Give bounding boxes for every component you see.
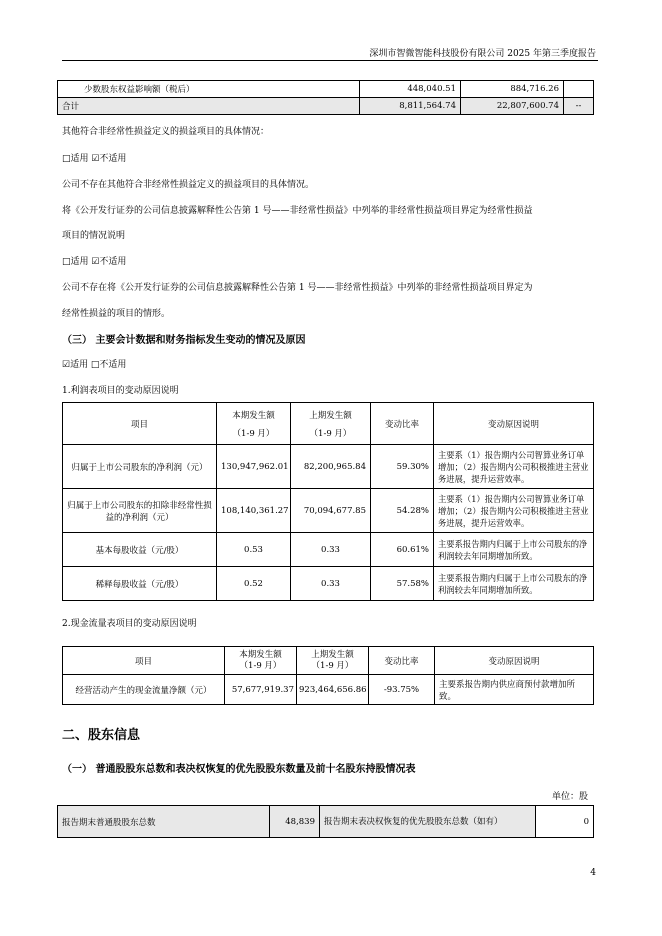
row-value: 884,716.26 [461, 81, 564, 98]
table-row [58, 98, 594, 115]
subsection-title: 1.利润表项目的变动原因说明 [62, 386, 179, 396]
paragraph: 其他符合非经常性损益定义的损益项目的具体情况： [62, 127, 270, 137]
row-value: 8,811,564.74 [360, 98, 461, 115]
table-row [63, 445, 594, 489]
row-current: 0.53 [217, 533, 291, 567]
row-ratio: 60.61% [371, 533, 434, 567]
page-number: 4 [590, 868, 596, 878]
table-row [63, 675, 594, 705]
paragraph: 经常性损益的项目的情形。 [62, 309, 171, 319]
row-label: 少数股东权益影响额（税后） [58, 81, 360, 98]
header-main: 上期发生额 [311, 649, 354, 660]
subsection-title: 2.现金流量表项目的变动原因说明 [62, 619, 197, 629]
paragraph: 项目的情况说明 [62, 231, 126, 241]
row-reason: 主要系（1）报告期内公司智算业务订单增加；（2）报告期内公司积极推进主营业务进展，提升运营效率。 [434, 445, 594, 489]
nonrecurring-table [57, 80, 594, 115]
row-current: 0.52 [217, 567, 291, 601]
col-header-prior [291, 403, 371, 445]
col-header-current [217, 403, 291, 445]
row-value: 22,807,600.74 [461, 98, 564, 115]
row-value: -- [564, 98, 594, 115]
row-prior: 70,094,677.85 [291, 489, 371, 533]
row-value: 448,040.51 [360, 81, 461, 98]
row-ratio: 59.30% [371, 445, 434, 489]
row-current: 130,947,962.01 [217, 445, 291, 489]
col-header-reason: 变动原因说明 [434, 403, 594, 445]
row-reason: 主要系报告期内归属于上市公司股东的净利润较去年同期增加所致。 [434, 567, 594, 601]
col-header-item: 项目 [63, 647, 225, 675]
row-prior: 82,200,965.84 [291, 445, 371, 489]
paragraph: 将《公开发行证券的公司信息披露解释性公告第 1 号——非经常性损益》中列举的非经常性损益项目界定为经常性损益 [62, 206, 533, 216]
col-header-ratio: 变动比率 [369, 647, 435, 675]
row-prior: 0.33 [291, 567, 371, 601]
header-sub: （1-9 月） [309, 428, 352, 439]
col-header-current [225, 647, 297, 675]
table-row [63, 567, 594, 601]
row-ratio: 54.28% [371, 489, 434, 533]
shareholders-table [57, 805, 594, 838]
table-row [58, 806, 594, 838]
section-title: 二、股东信息 [62, 728, 141, 743]
row-item: 经营活动产生的现金流量净额（元） [63, 675, 225, 705]
row-reason: 主要系报告期内供应商预付款增加所致。 [435, 675, 594, 705]
row-item: 稀释每股收益（元/股） [63, 567, 217, 601]
header-sub: （1-9 月） [232, 428, 275, 439]
header-sub: （1-9 月） [239, 660, 282, 671]
row-item: 归属于上市公司股东的净利润（元） [63, 445, 217, 489]
table-header-row [63, 403, 594, 445]
row-value: 48,839 [270, 806, 320, 838]
header-divider [62, 60, 598, 61]
row-ratio: 57.58% [371, 567, 434, 601]
row-label: 合计 [58, 98, 360, 115]
paragraph: 公司不存在将《公开发行证券的公司信息披露解释性公告第 1 号——非经常性损益》中列举的非经常性损益项目界定为 [62, 283, 533, 293]
row-reason: 主要系报告期内归属于上市公司股东的净利润较去年同期增加所致。 [434, 533, 594, 567]
checkbox-line: □适用 ☑不适用 [62, 257, 127, 267]
header-main: 本期发生额 [239, 649, 282, 660]
checkbox-line: □适用 ☑不适用 [62, 154, 127, 164]
subsection-title: （一） 普通股股东总数和表决权恢复的优先股股东数量及前十名股东持股情况表 [62, 764, 416, 775]
col-header-reason: 变动原因说明 [435, 647, 594, 675]
row-value: 0 [536, 806, 594, 838]
row-label: 报告期末普通股股东总数 [58, 806, 270, 838]
table-header-row [63, 647, 594, 675]
row-prior: 923,464,656.86 [297, 675, 369, 705]
page-header: 深圳市智微智能科技股份有限公司 2025 年第三季度报告 [369, 49, 596, 59]
paragraph: 公司不存在其他符合非经常性损益定义的损益项目的具体情况。 [62, 180, 315, 190]
section-title: （三） 主要会计数据和财务指标发生变动的情况及原因 [62, 335, 306, 346]
row-item: 基本每股收益（元/股） [63, 533, 217, 567]
header-main: 上期发生额 [309, 410, 352, 421]
row-item: 归属于上市公司股东的扣除非经常性损益的净利润（元） [63, 489, 217, 533]
row-current: 57,677,919.37 [225, 675, 297, 705]
col-header-prior [297, 647, 369, 675]
row-reason: 主要系（1）报告期内公司智算业务订单增加；（2）报告期内公司积极推进主营业务进展，提升运营效率。 [434, 489, 594, 533]
table-row [58, 81, 594, 98]
row-prior: 0.33 [291, 533, 371, 567]
row-label: 报告期末表决权恢复的优先股股东总数（如有） [320, 806, 536, 838]
checkbox-line: ☑适用 □不适用 [62, 360, 127, 370]
table-row [63, 489, 594, 533]
header-sub: （1-9 月） [311, 660, 354, 671]
table-row [63, 533, 594, 567]
profit-change-table [62, 402, 594, 601]
col-header-ratio: 变动比率 [371, 403, 434, 445]
header-main: 本期发生额 [232, 410, 275, 421]
row-value [564, 81, 594, 98]
row-current: 108,140,361.27 [217, 489, 291, 533]
col-header-item: 项目 [63, 403, 217, 445]
row-ratio: -93.75% [369, 675, 435, 705]
cashflow-change-table [62, 646, 594, 705]
unit-label: 单位：股 [551, 792, 588, 802]
